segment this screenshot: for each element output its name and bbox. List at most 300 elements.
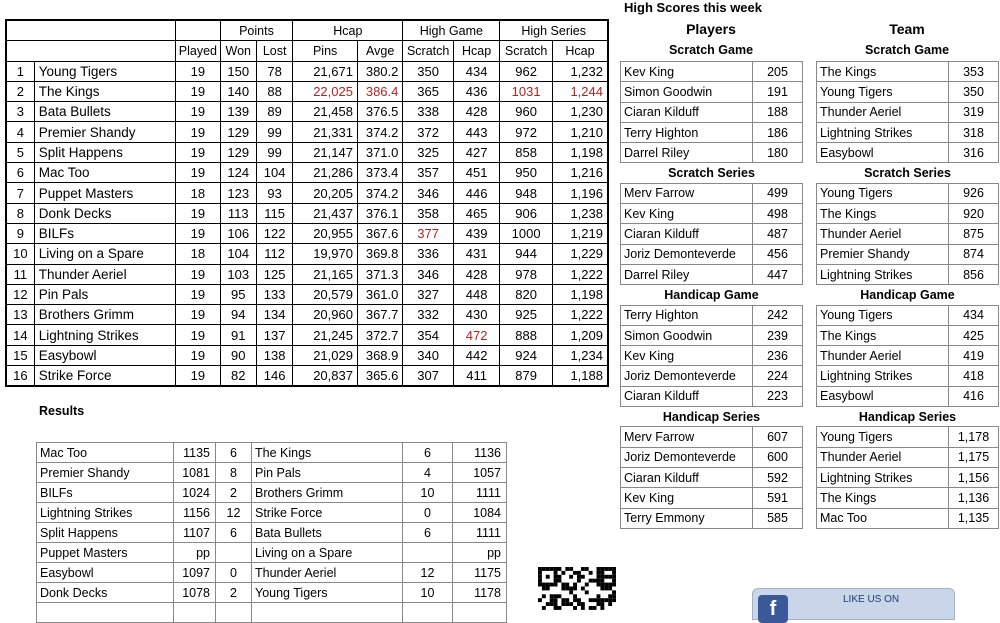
high-score-row	[817, 82, 999, 102]
pins-cell: 20,837	[293, 366, 358, 387]
away-score-cell: 1136	[453, 443, 507, 463]
high-series-hcap-cell: 1,222	[552, 305, 608, 325]
high-score-row	[621, 447, 803, 467]
won-cell: 90	[220, 345, 256, 365]
pins-cell: 20,205	[293, 183, 358, 203]
won-cell: 150	[220, 61, 256, 81]
high-series-scratch-cell: 924	[500, 345, 553, 365]
score-value: 591	[753, 488, 803, 508]
pins-cell: 21,437	[293, 203, 358, 223]
bowler-name: Merv Farrow	[621, 427, 753, 447]
category-heading: Scratch Game	[668, 43, 754, 57]
high-score-row	[817, 386, 999, 406]
team-name-cell: Donk Decks	[34, 203, 175, 223]
away-points-cell: 4	[403, 463, 453, 483]
bowler-name: The Kings	[817, 62, 949, 82]
league-row	[6, 81, 608, 101]
played-cell: 18	[176, 244, 220, 264]
rank-cell: 6	[6, 163, 34, 183]
bowler-name: Kev King	[621, 488, 753, 508]
score-value: 353	[949, 62, 999, 82]
high-series-hcap-cell: 1,209	[552, 325, 608, 345]
score-value: 600	[753, 447, 803, 467]
blank-header	[6, 41, 176, 61]
bowler-name: The Kings	[817, 204, 949, 224]
played-cell: 19	[176, 305, 220, 325]
bowler-name: Darrel Riley	[621, 264, 753, 284]
score-value: 188	[753, 102, 803, 122]
average-cell: 368.9	[357, 345, 402, 365]
played-cell: 19	[176, 142, 220, 162]
score-value: 416	[949, 386, 999, 406]
league-row	[6, 305, 608, 325]
category-row	[817, 285, 999, 305]
home-points-cell	[216, 543, 252, 563]
rank-cell: 7	[6, 183, 34, 203]
team-name-cell: Puppet Masters	[34, 183, 175, 203]
rank-cell: 9	[6, 223, 34, 243]
home-score-cell: 1081	[174, 463, 216, 483]
league-row	[6, 345, 608, 365]
away-points-cell: 0	[403, 503, 453, 523]
played-cell: 19	[176, 81, 220, 101]
score-value: 1,135	[949, 508, 999, 528]
high-series-scratch-cell: 972	[500, 122, 553, 142]
played-cell: 19	[176, 345, 220, 365]
high-series-hcap-cell: 1,238	[552, 203, 608, 223]
away-score-cell	[453, 603, 507, 623]
away-points-cell: 10	[403, 483, 453, 503]
high-game-scratch-cell: 358	[403, 203, 454, 223]
bowler-name: Young Tigers	[817, 82, 949, 102]
home-team-cell: Split Happens	[37, 523, 174, 543]
played-cell: 19	[176, 223, 220, 243]
won-cell: 104	[220, 244, 256, 264]
average-cell: 365.6	[357, 366, 402, 387]
result-row	[37, 503, 507, 523]
lost-cell: 137	[256, 325, 292, 345]
team-high-scores-table	[816, 61, 999, 529]
high-series-hcap-cell: 1,216	[552, 163, 608, 183]
pins-cell: 22,025	[293, 81, 358, 101]
home-points-cell: 8	[216, 463, 252, 483]
high-series-scratch-cell: 906	[500, 203, 553, 223]
won-cell: 91	[220, 325, 256, 345]
bowler-name: Joriz Demonteverde	[621, 447, 753, 467]
away-score-cell: 1111	[453, 483, 507, 503]
pins-cell: 21,165	[293, 264, 358, 284]
score-value: 191	[753, 82, 803, 102]
rank-cell: 5	[6, 142, 34, 162]
high-game-scratch-cell: 357	[403, 163, 454, 183]
won-cell: 129	[220, 122, 256, 142]
high-score-row	[621, 244, 803, 264]
rank-cell: 2	[6, 81, 34, 101]
column-header-row	[6, 41, 608, 61]
lost-cell: 104	[256, 163, 292, 183]
high-series-group-header: High Series	[500, 20, 608, 41]
home-points-cell: 6	[216, 443, 252, 463]
bowler-name: Ciaran Kilduff	[621, 224, 753, 244]
result-row	[37, 523, 507, 543]
team-name-cell: Pin Pals	[34, 284, 175, 304]
col-header-hg-hcap: Hcap	[453, 41, 499, 61]
high-score-row	[817, 366, 999, 386]
score-value: 350	[949, 82, 999, 102]
high-game-hcap-cell: 465	[453, 203, 499, 223]
score-value: 1,175	[949, 447, 999, 467]
high-series-scratch-cell: 1000	[500, 223, 553, 243]
home-points-cell: 12	[216, 503, 252, 523]
rank-cell: 1	[6, 61, 34, 81]
won-cell: 129	[220, 142, 256, 162]
home-team-cell: Mac Too	[37, 443, 174, 463]
high-score-row	[817, 447, 999, 467]
rank-cell: 13	[6, 305, 34, 325]
high-game-hcap-cell: 448	[453, 284, 499, 304]
league-table	[5, 19, 609, 387]
high-game-hcap-cell: 451	[453, 163, 499, 183]
average-cell: 374.2	[357, 122, 402, 142]
blank-header	[176, 20, 220, 41]
away-score-cell: 1111	[453, 523, 507, 543]
high-series-scratch-cell: 820	[500, 284, 553, 304]
home-points-cell: 2	[216, 583, 252, 603]
score-value: 205	[753, 62, 803, 82]
players-high-scores-table	[620, 61, 803, 529]
team-name-cell: Strike Force	[34, 366, 175, 387]
lost-cell: 112	[256, 244, 292, 264]
lost-cell: 138	[256, 345, 292, 365]
home-score-cell: 1135	[174, 443, 216, 463]
qr-code-icon[interactable]	[538, 567, 616, 610]
team-name-cell: Young Tigers	[34, 61, 175, 81]
score-value: 487	[753, 224, 803, 244]
high-series-hcap-cell: 1,219	[552, 223, 608, 243]
home-team-cell: Puppet Masters	[37, 543, 174, 563]
high-score-row	[817, 488, 999, 508]
rank-cell: 8	[6, 203, 34, 223]
high-series-hcap-cell: 1,230	[552, 102, 608, 122]
home-team-cell: Lightning Strikes	[37, 503, 174, 523]
away-team-cell: Thunder Aeriel	[252, 563, 403, 583]
lost-cell: 122	[256, 223, 292, 243]
bowler-name: Kev King	[621, 204, 753, 224]
facebook-like-label: LIKE US ON	[843, 594, 900, 605]
bowler-name: Lightning Strikes	[817, 366, 949, 386]
away-team-cell: Strike Force	[252, 503, 403, 523]
lost-cell: 99	[256, 122, 292, 142]
team-name-cell: BILFs	[34, 223, 175, 243]
high-score-row	[817, 244, 999, 264]
won-cell: 103	[220, 264, 256, 284]
col-header-lost: Lost	[256, 41, 292, 61]
home-team-cell: Premier Shandy	[37, 463, 174, 483]
played-cell: 19	[176, 325, 220, 345]
high-game-scratch-cell: 346	[403, 264, 454, 284]
high-score-row	[621, 122, 803, 142]
score-value: 419	[949, 346, 999, 366]
played-cell: 18	[176, 183, 220, 203]
high-game-scratch-cell: 354	[403, 325, 454, 345]
category-heading: Scratch Series	[668, 166, 755, 181]
high-series-hcap-cell: 1,222	[552, 264, 608, 284]
bowler-name: Ciaran Kilduff	[621, 467, 753, 487]
bowler-name: Simon Goodwin	[621, 325, 753, 345]
category-row	[621, 285, 803, 305]
score-value: 425	[949, 325, 999, 345]
won-cell: 140	[220, 81, 256, 101]
average-cell: 372.7	[357, 325, 402, 345]
high-game-scratch-cell: 336	[403, 244, 454, 264]
high-score-row	[621, 62, 803, 82]
won-cell: 124	[220, 163, 256, 183]
col-header-hs-hcap: Hcap	[552, 41, 608, 61]
away-team-cell	[252, 603, 403, 623]
won-cell: 106	[220, 223, 256, 243]
away-team-cell: Pin Pals	[252, 463, 403, 483]
bowler-name: Mac Too	[817, 508, 949, 528]
lost-cell: 88	[256, 81, 292, 101]
high-score-row	[817, 467, 999, 487]
rank-cell: 11	[6, 264, 34, 284]
facebook-like-button[interactable]	[752, 588, 955, 620]
away-team-cell: Brothers Grimm	[252, 483, 403, 503]
bowler-name: Ciaran Kilduff	[621, 386, 753, 406]
league-row	[6, 284, 608, 304]
score-value: 1,136	[949, 488, 999, 508]
lost-cell: 115	[256, 203, 292, 223]
team-name-cell: Thunder Aeriel	[34, 264, 175, 284]
league-row	[6, 366, 608, 387]
average-cell: 386.4	[357, 81, 402, 101]
high-game-hcap-cell: 443	[453, 122, 499, 142]
lost-cell: 89	[256, 102, 292, 122]
score-value: 418	[949, 366, 999, 386]
team-name-cell: Brothers Grimm	[34, 305, 175, 325]
team-name-cell: Bata Bullets	[34, 102, 175, 122]
away-score-cell: pp	[453, 543, 507, 563]
rank-cell: 14	[6, 325, 34, 345]
bowler-name: Young Tigers	[817, 427, 949, 447]
high-score-row	[817, 224, 999, 244]
high-game-hcap-cell: 439	[453, 223, 499, 243]
home-score-cell: 1078	[174, 583, 216, 603]
league-row	[6, 183, 608, 203]
high-series-scratch-cell: 888	[500, 325, 553, 345]
average-cell: 371.3	[357, 264, 402, 284]
score-value: 447	[753, 264, 803, 284]
category-heading: Handicap Series	[662, 409, 761, 424]
lost-cell: 133	[256, 284, 292, 304]
high-score-row	[817, 264, 999, 284]
high-score-row	[817, 102, 999, 122]
bowler-name: Lightning Strikes	[817, 467, 949, 487]
average-cell: 367.7	[357, 305, 402, 325]
high-game-hcap-cell: 430	[453, 305, 499, 325]
team-name-cell: The Kings	[34, 81, 175, 101]
played-cell: 19	[176, 163, 220, 183]
high-score-row	[817, 122, 999, 142]
high-series-hcap-cell: 1,196	[552, 183, 608, 203]
high-series-hcap-cell: 1,210	[552, 122, 608, 142]
home-team-cell	[37, 603, 174, 623]
high-series-scratch-cell: 978	[500, 264, 553, 284]
high-score-row	[817, 427, 999, 447]
score-value: 1,178	[949, 427, 999, 447]
col-header-pins: Pins	[293, 41, 358, 61]
high-score-row	[817, 508, 999, 528]
high-series-hcap-cell: 1,198	[552, 142, 608, 162]
home-points-cell: 2	[216, 483, 252, 503]
pins-cell: 21,331	[293, 122, 358, 142]
high-game-scratch-cell: 307	[403, 366, 454, 387]
result-row	[37, 603, 507, 623]
league-row	[6, 325, 608, 345]
home-score-cell: 1097	[174, 563, 216, 583]
high-game-hcap-cell: 472	[453, 325, 499, 345]
col-header-hg-scratch: Scratch	[403, 41, 454, 61]
result-row	[37, 543, 507, 563]
score-value: 498	[753, 204, 803, 224]
played-cell: 19	[176, 122, 220, 142]
bowler-name: Kev King	[621, 62, 753, 82]
bowler-name: Young Tigers	[817, 305, 949, 325]
high-series-hcap-cell: 1,232	[552, 61, 608, 81]
score-value: 926	[949, 183, 999, 203]
rank-cell: 15	[6, 345, 34, 365]
league-row	[6, 61, 608, 81]
score-value: 318	[949, 122, 999, 142]
score-value: 592	[753, 467, 803, 487]
won-cell: 94	[220, 305, 256, 325]
result-row	[37, 483, 507, 503]
high-series-scratch-cell: 925	[500, 305, 553, 325]
played-cell: 19	[176, 284, 220, 304]
score-value: 875	[949, 224, 999, 244]
result-row	[37, 443, 507, 463]
high-game-scratch-cell: 338	[403, 102, 454, 122]
bowler-name: Terry Highton	[621, 122, 753, 142]
bowler-name: Terry Emmony	[621, 508, 753, 528]
high-score-row	[817, 204, 999, 224]
league-row	[6, 264, 608, 284]
away-points-cell	[403, 603, 453, 623]
high-score-row	[621, 183, 803, 203]
home-score-cell: 1107	[174, 523, 216, 543]
played-cell: 19	[176, 203, 220, 223]
won-cell: 113	[220, 203, 256, 223]
high-game-scratch-cell: 340	[403, 345, 454, 365]
col-header-won: Won	[220, 41, 256, 61]
away-score-cell: 1175	[453, 563, 507, 583]
won-cell: 139	[220, 102, 256, 122]
high-score-row	[621, 224, 803, 244]
home-score-cell	[174, 603, 216, 623]
high-score-row	[621, 305, 803, 325]
average-cell: 380.2	[357, 61, 402, 81]
home-score-cell: 1156	[174, 503, 216, 523]
bowler-name: Easybowl	[817, 386, 949, 406]
lost-cell: 99	[256, 142, 292, 162]
category-row	[817, 407, 999, 427]
home-team-cell: Easybowl	[37, 563, 174, 583]
pins-cell: 20,579	[293, 284, 358, 304]
score-value: 236	[753, 346, 803, 366]
result-row	[37, 583, 507, 603]
bowler-name: Premier Shandy	[817, 244, 949, 264]
away-score-cell: 1178	[453, 583, 507, 603]
team-name-cell: Premier Shandy	[34, 122, 175, 142]
high-score-row	[621, 508, 803, 528]
bowler-name: Kev King	[621, 346, 753, 366]
group-header-row	[6, 20, 608, 41]
home-team-cell: Donk Decks	[37, 583, 174, 603]
pins-cell: 21,458	[293, 102, 358, 122]
rank-cell: 16	[6, 366, 34, 387]
score-value: 607	[753, 427, 803, 447]
high-score-row	[621, 386, 803, 406]
high-series-hcap-cell: 1,244	[552, 81, 608, 101]
high-score-row	[817, 305, 999, 325]
rank-cell: 3	[6, 102, 34, 122]
hcap-group-header: Hcap	[293, 20, 403, 41]
high-game-hcap-cell: 411	[453, 366, 499, 387]
bowler-name: Thunder Aeriel	[817, 346, 949, 366]
high-score-row	[621, 346, 803, 366]
result-row	[37, 563, 507, 583]
score-value: 874	[949, 244, 999, 264]
high-score-row	[817, 325, 999, 345]
high-game-hcap-cell: 434	[453, 61, 499, 81]
average-cell: 367.6	[357, 223, 402, 243]
pins-cell: 21,286	[293, 163, 358, 183]
high-series-scratch-cell: 962	[500, 61, 553, 81]
score-value: 223	[753, 386, 803, 406]
average-cell: 361.0	[357, 284, 402, 304]
category-heading: Handicap Game	[860, 287, 955, 302]
team-heading: Team	[889, 21, 925, 37]
won-cell: 82	[220, 366, 256, 387]
played-cell: 19	[176, 264, 220, 284]
high-scores-title: High Scores this week	[624, 0, 762, 15]
high-score-row	[817, 346, 999, 366]
score-value: 180	[753, 143, 803, 163]
league-row	[6, 244, 608, 264]
score-value: 316	[949, 143, 999, 163]
high-game-scratch-cell: 325	[403, 142, 454, 162]
league-row	[6, 142, 608, 162]
home-score-cell: pp	[174, 543, 216, 563]
high-series-scratch-cell: 1031	[500, 81, 553, 101]
lost-cell: 146	[256, 366, 292, 387]
away-team-cell: Bata Bullets	[252, 523, 403, 543]
high-score-row	[817, 183, 999, 203]
rank-cell: 4	[6, 122, 34, 142]
score-value: 499	[753, 183, 803, 203]
lost-cell: 134	[256, 305, 292, 325]
high-series-scratch-cell: 858	[500, 142, 553, 162]
won-cell: 123	[220, 183, 256, 203]
pins-cell: 20,960	[293, 305, 358, 325]
pins-cell: 21,671	[293, 61, 358, 81]
rank-cell: 12	[6, 284, 34, 304]
away-team-cell: Young Tigers	[252, 583, 403, 603]
bowler-name: Thunder Aeriel	[817, 224, 949, 244]
high-series-scratch-cell: 944	[500, 244, 553, 264]
high-game-hcap-cell: 428	[453, 264, 499, 284]
bowler-name: Simon Goodwin	[621, 82, 753, 102]
